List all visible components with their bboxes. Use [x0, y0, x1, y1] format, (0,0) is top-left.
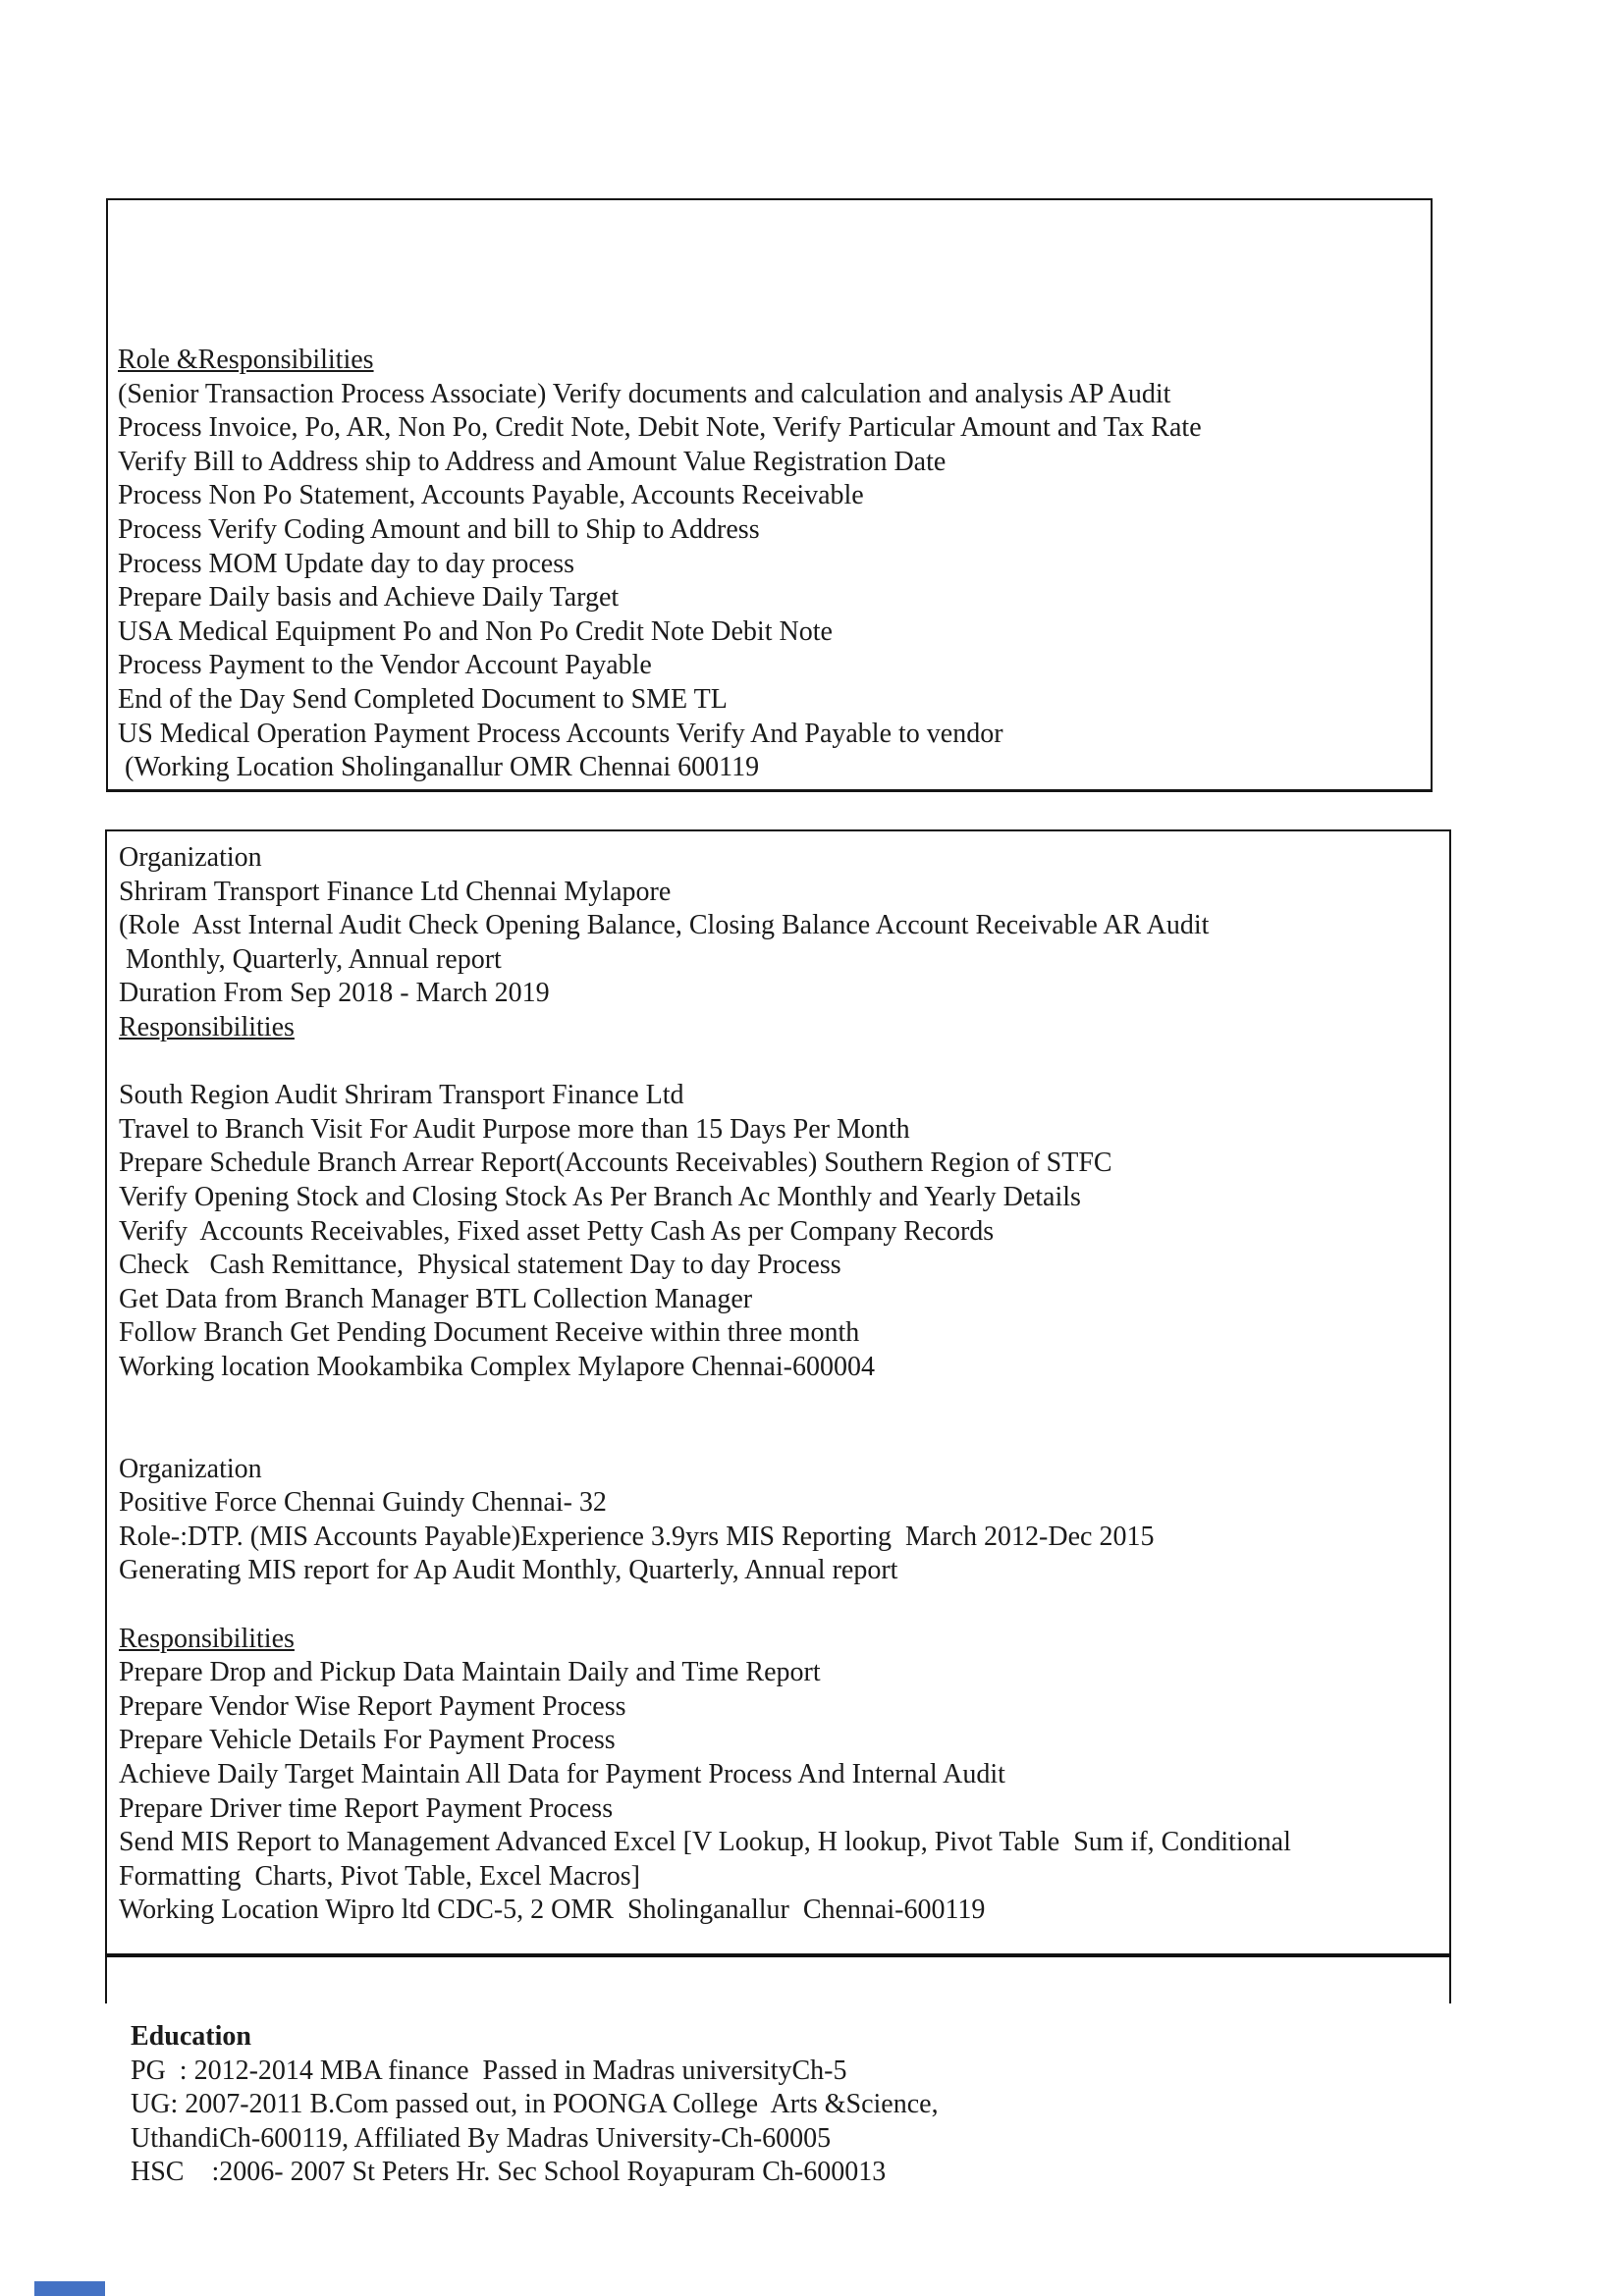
heading-line: Responsibilities	[119, 1011, 295, 1042]
text-line: (Working Location Sholinganallur OMR Chennai 600119	[118, 752, 760, 783]
footer-accent-bar	[34, 2281, 105, 2296]
text-line: Process Payment to the Vendor Account Payable	[118, 650, 652, 681]
text-line: Get Data from Branch Manager BTL Collection Manager	[119, 1283, 753, 1314]
text-line	[119, 1588, 1449, 1623]
text-line: Send MIS Report to Management Advanced Excel [V Lookup, H lookup, Pivot Table Sum if, Conditional	[119, 1827, 1291, 1858]
text-line: Working location Mookambika Complex Mylapore Chennai-600004	[119, 1351, 875, 1382]
text-line: Generating MIS report for Ap Audit Monthly, Quarterly, Annual report	[119, 1555, 898, 1586]
text-line: Prepare Vehicle Details For Payment Process	[119, 1725, 616, 1756]
heading-line: Responsibilities	[119, 1623, 295, 1654]
section-divider-rule	[105, 1953, 1451, 1957]
text-line	[119, 1418, 1449, 1453]
text-line	[119, 1385, 1449, 1419]
text-line: Prepare Daily basis and Achieve Daily Target	[118, 582, 620, 614]
text-line: Process Non Po Statement, Accounts Payable, Accounts Receivable	[118, 480, 864, 511]
text-line: USA Medical Equipment Po and Non Po Credit Note Debit Note	[118, 615, 833, 647]
text-line: Prepare Drop and Pickup Data Maintain Daily and Time Report	[119, 1657, 821, 1688]
text-line: Prepare Driver time Report Payment Process	[119, 1792, 614, 1824]
experience-lines	[119, 841, 1449, 1928]
text-line: UthandiCh-600119, Affiliated By Madras University-Ch-60005	[131, 2122, 832, 2154]
text-line: Prepare Vendor Wise Report Payment Process	[119, 1690, 626, 1722]
text-line: Prepare Schedule Branch Arrear Report(Accounts Receivables) Southern Region of STFC	[119, 1148, 1112, 1179]
text-line: HSC :2006- 2007 St Peters Hr. Sec School Royapuram Ch-600013	[131, 2157, 887, 2188]
text-line: Verify Opening Stock and Closing Stock As Per Branch Ac Monthly and Yearly Details	[119, 1181, 1081, 1212]
text-line: Role-:DTP. (MIS Accounts Payable)Experience 3.9yrs MIS Reporting March 2012-Dec 2015	[119, 1521, 1155, 1552]
text-line: Process MOM Update day to day process	[118, 548, 575, 579]
text-line: Formatting Charts, Pivot Table, Excel Macros]	[119, 1860, 640, 1892]
text-line: Check Cash Remittance, Physical statement Day to day Process	[119, 1250, 841, 1281]
text-line: Follow Branch Get Pending Document Receive within three month	[119, 1317, 860, 1349]
experience-box	[105, 829, 1451, 2003]
text-line: (Senior Transaction Process Associate) Verify documents and calculation and analysis AP Audit	[118, 378, 1171, 409]
role-responsibilities-box	[106, 198, 1433, 792]
heading-line: Role &Responsibilities	[118, 345, 374, 375]
text-line: Verify Accounts Receivables, Fixed asset Petty Cash As per Company Records	[119, 1215, 995, 1247]
heading-line: Education	[131, 2021, 251, 2052]
text-line: Duration From Sep 2018 - March 2019	[119, 978, 550, 1009]
text-line: Process Verify Coding Amount and bill to Ship to Address	[118, 513, 760, 545]
text-line: South Region Audit Shriram Transport Finance Ltd	[119, 1080, 684, 1111]
text-line: Achieve Daily Target Maintain All Data for Payment Process And Internal Audit	[119, 1759, 1005, 1790]
text-line: (Role Asst Internal Audit Check Opening Balance, Closing Balance Account Receivable AR Audit	[119, 910, 1210, 941]
text-line	[119, 1045, 1449, 1080]
education-section	[131, 2020, 939, 2190]
text-line: Verify Bill to Address ship to Address and Amount Value Registration Date	[118, 446, 947, 477]
text-line: US Medical Operation Payment Process Accounts Verify And Payable to vendor	[118, 718, 1003, 749]
text-line: PG : 2012-2014 MBA finance Passed in Madras universityCh-5	[131, 2055, 847, 2086]
text-line: Process Invoice, Po, AR, Non Po, Credit Note, Debit Note, Verify Particular Amount and Tax Rate	[118, 412, 1202, 444]
text-line: Organization	[119, 1453, 262, 1484]
text-line: Working Location Wipro ltd CDC-5, 2 OMR Sholinganallur Chennai-600119	[119, 1895, 986, 1926]
text-line: Travel to Branch Visit For Audit Purpose more than 15 Days Per Month	[119, 1113, 910, 1145]
text-line: Shriram Transport Finance Ltd Chennai Mylapore	[119, 876, 672, 907]
text-line: Organization	[119, 842, 262, 873]
text-line: End of the Day Send Completed Document to SME TL	[118, 683, 728, 715]
text-line: UG: 2007-2011 B.Com passed out, in POONGA College Arts &Science,	[131, 2089, 939, 2120]
text-line: Monthly, Quarterly, Annual report	[119, 943, 502, 975]
text-line: Positive Force Chennai Guindy Chennai- 32	[119, 1487, 607, 1519]
